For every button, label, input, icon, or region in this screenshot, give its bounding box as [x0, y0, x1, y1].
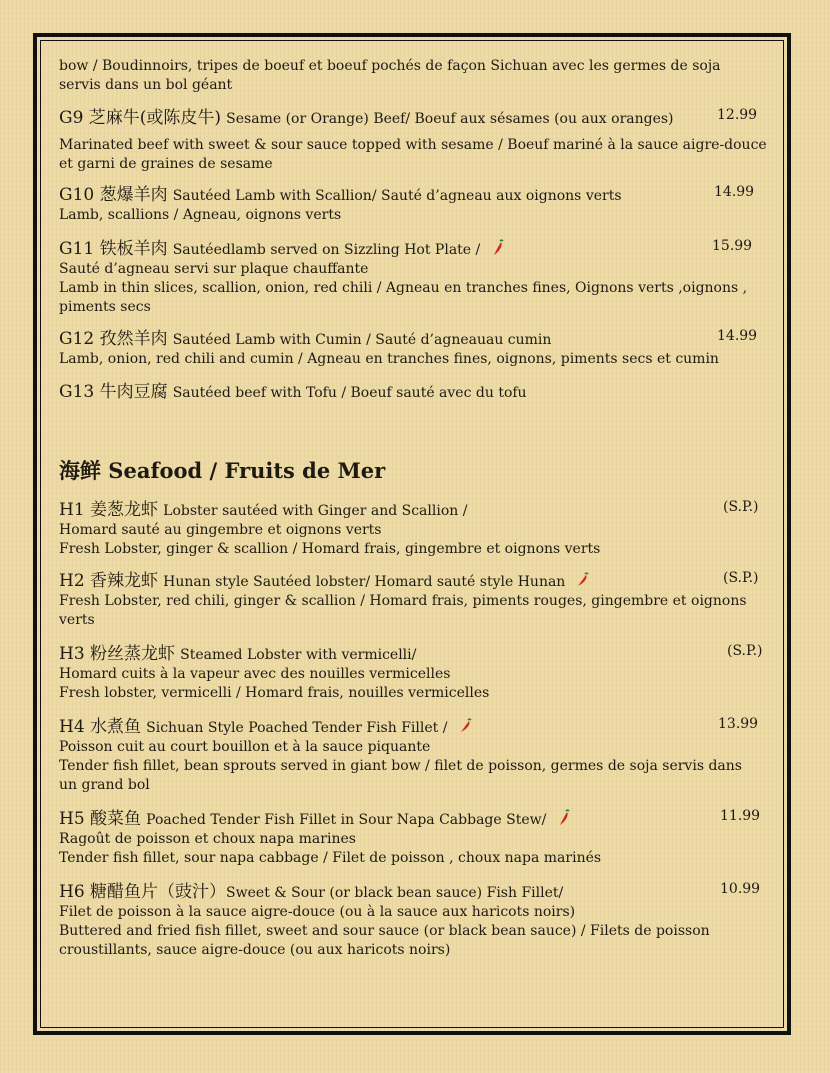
- item-price: 15.99: [712, 238, 753, 254]
- item-price: 14.99: [714, 184, 755, 200]
- item-title: Sichuan Style Poached Tender Fish Fillet /: [146, 720, 448, 736]
- item-price: 13.99: [718, 716, 759, 732]
- item-title: Sautéed Lamb with Scallion/ Sauté d’agneau aux oignons verts: [172, 188, 622, 204]
- item-code-name: H6 糖醋鱼片（豉汁）: [59, 882, 227, 902]
- item-price: (S.P.): [723, 499, 759, 515]
- item-description: Sauté d’agneau servi sur plaque chauffante: [59, 261, 369, 277]
- item-description: Tender fish fillet, bean sprouts served in giant bow / filet de poisson, germes de soja servis dans: [59, 758, 742, 774]
- item-title: Poached Tender Fish Fillet in Sour Napa Cabbage Stew/: [146, 812, 547, 828]
- menu-item-h6: [59, 877, 775, 960]
- menu-item-h4: [59, 712, 775, 795]
- item-price: (S.P.): [727, 643, 763, 659]
- item-code-name: G11 铁板羊肉: [59, 239, 168, 259]
- item-description: piments secs: [59, 299, 151, 315]
- item-title: Sesame (or Orange) Beef/ Boeuf aux sésames (ou aux oranges): [226, 111, 674, 127]
- intro-line: servis dans un bol géant: [59, 77, 233, 93]
- item-code-name: H1 姜葱龙虾: [59, 500, 159, 520]
- item-description: Marinated beef with sweet & sour sauce topped with sesame / Boeuf mariné à la sauce aigre-douce: [59, 137, 767, 153]
- item-description: Fresh lobster, vermicelli / Homard frais, nouilles vermicelles: [59, 685, 490, 701]
- intro-line: bow / Boudinnoirs, tripes de boeuf et boeuf pochés de façon Sichuan avec les germes de soja: [59, 58, 721, 74]
- item-price: 10.99: [720, 881, 761, 897]
- item-code-name: G9 芝麻牛(或陈皮牛): [59, 108, 222, 128]
- item-code-name: G13 牛肉豆腐: [59, 382, 168, 402]
- menu-content: [59, 57, 775, 960]
- chili-pepper-icon: [491, 239, 505, 257]
- item-description: Lamb in thin slices, scallion, onion, red chili / Agneau en tranches fines, Oignons verts ,oignons ,: [59, 280, 748, 296]
- menu-item-h3: [59, 639, 775, 703]
- section-heading-seafood: 海鲜 Seafood / Fruits de Mer: [59, 458, 386, 483]
- item-price: 12.99: [717, 107, 758, 123]
- menu-item-g10: [59, 180, 775, 225]
- item-description: Filet de poisson à la sauce aigre-douce (ou à la sauce aux haricots noirs): [59, 904, 576, 920]
- item-description: Buttered and fried fish fillet, sweet and sour sauce (or black bean sauce) / Filets de poisson: [59, 923, 710, 939]
- intro-text: [59, 57, 775, 95]
- menu-item-g11: [59, 234, 775, 317]
- item-description: un grand bol: [59, 777, 150, 793]
- item-title: Sautéedlamb served on Sizzling Hot Plate /: [172, 242, 481, 258]
- item-code-name: G10 葱爆羊肉: [59, 185, 168, 205]
- item-code-name: H4 水煮鱼: [59, 717, 142, 737]
- item-title: Sautéed beef with Tofu / Boeuf sauté avec du tofu: [172, 385, 527, 401]
- chili-pepper-icon: [557, 809, 571, 827]
- item-title: Steamed Lobster with vermicelli/: [180, 647, 417, 663]
- menu-item-h2: [59, 566, 775, 630]
- item-description: croustillants, sauce aigre-douce (ou aux haricots noirs): [59, 942, 451, 958]
- item-title: Lobster sautéed with Ginger and Scallion /: [163, 503, 468, 519]
- item-description: verts: [59, 612, 95, 628]
- item-description: Homard sauté au gingembre et oignons verts: [59, 522, 382, 538]
- item-description: Poisson cuit au court bouillon et à la sauce piquante: [59, 739, 431, 755]
- item-description: Lamb, onion, red chili and cumin / Agneau en tranches fines, oignons, piments secs et cumin: [59, 351, 719, 367]
- item-price: (S.P.): [723, 570, 759, 586]
- chili-pepper-icon: [576, 571, 590, 589]
- menu-item-g9: [59, 103, 775, 174]
- menu-item-g13: [59, 377, 775, 403]
- menu-item-h5: [59, 804, 775, 868]
- item-title: Sweet & Sour (or black bean sauce) Fish Fillet/: [226, 885, 564, 901]
- item-code-name: G12 孜然羊肉: [59, 329, 168, 349]
- item-description: Homard cuits à la vapeur avec des nouilles vermicelles: [59, 666, 451, 682]
- item-code-name: H2 香辣龙虾: [59, 571, 159, 591]
- item-description: Ragoût de poisson et choux napa marines: [59, 831, 356, 847]
- item-description: Fresh Lobster, ginger & scallion / Homard frais, gingembre et oignons verts: [59, 541, 601, 557]
- menu-item-g12: [59, 324, 775, 369]
- item-price: 11.99: [720, 808, 761, 824]
- menu-item-h1: [59, 495, 775, 559]
- item-price: 14.99: [717, 328, 758, 344]
- item-description: Tender fish fillet, sour napa cabbage / Filet de poisson , choux napa marinés: [59, 850, 602, 866]
- item-title: Hunan style Sautéed lobster/ Homard sauté style Hunan: [163, 574, 566, 590]
- item-description: et garni de graines de sesame: [59, 156, 273, 172]
- chili-pepper-icon: [459, 717, 473, 735]
- item-code-name: H5 酸菜鱼: [59, 809, 142, 829]
- item-code-name: H3 粉丝蒸龙虾: [59, 644, 176, 664]
- item-title: Sautéed Lamb with Cumin / Sauté d’agneauau cumin: [172, 332, 552, 348]
- item-description: Fresh Lobster, red chili, ginger & scallion / Homard frais, piments rouges, gingembre et oignons: [59, 593, 747, 609]
- item-description: Lamb, scallions / Agneau, oignons verts: [59, 207, 342, 223]
